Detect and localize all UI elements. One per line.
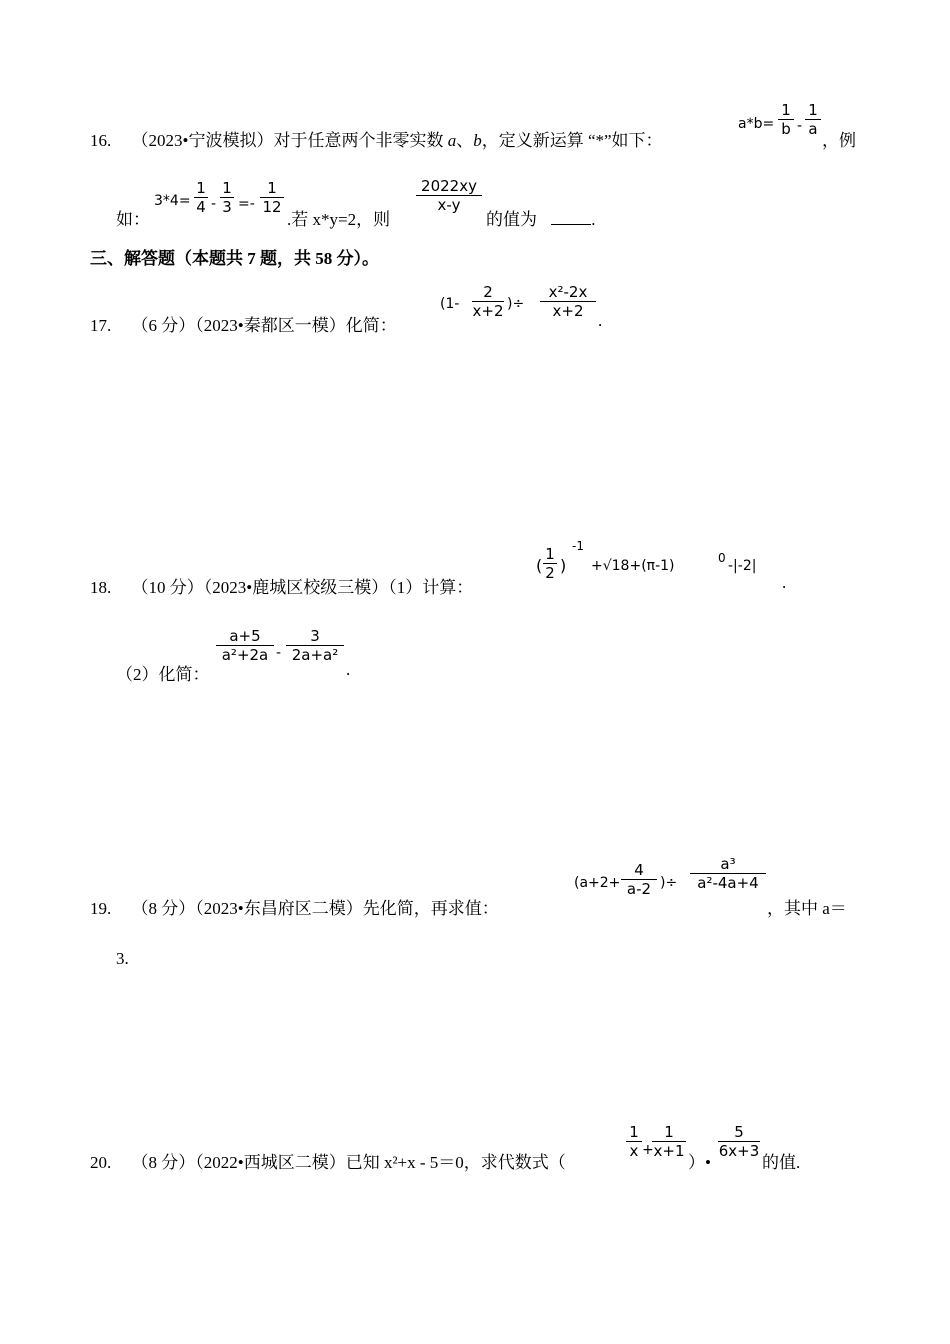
- q17-source: （2023•秦都区一模）化简：: [195, 316, 397, 335]
- q18-part2: （2）化简：: [116, 665, 210, 684]
- q16-ex-prefix: 如：: [116, 210, 150, 229]
- q16-var-b: b: [473, 131, 482, 150]
- q17-frac1: [472, 284, 504, 319]
- q18-paren-open: (: [536, 556, 543, 575]
- q16-def-frac2: [805, 102, 821, 137]
- q16-line1: [90, 126, 663, 151]
- q17-line: [90, 311, 397, 336]
- frac-den: 6x+3: [718, 1142, 760, 1160]
- frac-num: a³: [720, 855, 736, 873]
- q16-text3: ，例: [822, 131, 856, 150]
- frac-num: a+5: [229, 627, 261, 645]
- q19-source: （2023•东昌府区二模）先化简，再求值：: [195, 899, 499, 918]
- q17-end: .: [598, 311, 603, 330]
- q18-minus: -: [276, 645, 282, 661]
- q19-score: （8 分）: [131, 899, 196, 918]
- frac-den: a: [808, 120, 818, 138]
- q20-tail: 的值.: [762, 1153, 801, 1172]
- frac-num: 1: [545, 545, 555, 563]
- q17-paren-open: (1-: [440, 296, 460, 312]
- frac-num: 1: [196, 179, 206, 197]
- q16-sep: 、: [456, 131, 474, 150]
- q18-paren-close: ): [560, 556, 567, 575]
- frac-den: x+2: [552, 302, 584, 320]
- q19-line: [90, 894, 499, 919]
- q19-paren-open: (a+2+: [574, 875, 621, 891]
- frac-den: 4: [196, 198, 206, 216]
- q16-ex-frac1: [194, 180, 208, 215]
- frac-num: 1: [267, 179, 277, 197]
- q20-line: [90, 1148, 566, 1173]
- q19-frac2: [690, 856, 766, 891]
- q18-rest2: -|-2|: [728, 558, 757, 574]
- q18-frac: [543, 546, 557, 581]
- q16-source: （2023•宁波模拟）: [131, 131, 274, 150]
- q19-divide: )÷: [660, 875, 678, 891]
- section-title: 三、解答题（本题共 7 题，共 58 分）。: [90, 249, 379, 268]
- q18-exponent-0: 0: [718, 551, 726, 565]
- q19-number: 19.: [90, 899, 112, 918]
- frac-den: 3: [222, 198, 232, 216]
- q17-number: 17.: [90, 316, 112, 335]
- q20-number: 20.: [90, 1153, 112, 1172]
- q18-frac-g2: [286, 628, 344, 663]
- frac-den: x-y: [437, 196, 461, 214]
- q18-end: .: [782, 573, 787, 592]
- frac-den: 12: [262, 198, 282, 216]
- frac-den: b: [781, 120, 791, 138]
- frac-num: x²-2x: [548, 283, 588, 301]
- q16-var-a: a: [447, 131, 457, 150]
- q16-ex-eq: =-: [238, 196, 255, 212]
- frac-den: x: [629, 1142, 639, 1160]
- q19-value: 3.: [116, 949, 129, 968]
- frac-den: x+2: [472, 302, 504, 320]
- q16-ex-frac2: [220, 180, 234, 215]
- q18-end2: .: [346, 660, 351, 679]
- q19-tail: ，其中 a＝: [767, 899, 847, 918]
- q16-answer-blank[interactable]: [551, 210, 591, 225]
- q20-frac3: [718, 1124, 760, 1159]
- q16-tail: [486, 205, 596, 230]
- q18-line1: [90, 573, 473, 598]
- frac-den: 2: [545, 564, 555, 582]
- frac-num: 5: [734, 1123, 744, 1141]
- frac-num: 1: [781, 101, 791, 119]
- frac-den: 2a+a²: [291, 646, 339, 664]
- q16-number: 16.: [90, 131, 112, 150]
- q18-number: 18.: [90, 578, 112, 597]
- q16-text4: .若 x*y=2，则: [287, 210, 391, 229]
- frac-den: x+1: [653, 1142, 685, 1160]
- q16-text5: 的值为: [486, 210, 537, 229]
- q18-score: （10 分）: [131, 578, 204, 597]
- q20-plus: +: [642, 1142, 654, 1158]
- q16-def-frac1: [778, 102, 794, 137]
- q18-source: （2023•鹿城区校级三模）（1）计算：: [203, 578, 474, 597]
- q20-close: ）•: [688, 1153, 711, 1172]
- frac-num: 2022xy: [421, 177, 477, 195]
- frac-num: 4: [634, 861, 644, 879]
- q16-ex-minus: -: [211, 196, 217, 212]
- q16-end: .: [591, 210, 596, 229]
- q20-score: （8 分）: [131, 1153, 196, 1172]
- q20-frac1: [626, 1124, 642, 1159]
- frac-den: a-2: [626, 880, 652, 898]
- q18-rest: +√18+(π-1): [591, 558, 675, 574]
- frac-num: 2: [483, 283, 493, 301]
- q17-divide: )÷: [507, 296, 525, 312]
- q19-frac1: [621, 862, 657, 897]
- q16-def-minus: -: [797, 118, 803, 134]
- q17-frac2: [540, 284, 596, 319]
- frac-num: 1: [222, 179, 232, 197]
- q20-frac2: [652, 1124, 686, 1159]
- frac-num: 1: [664, 1123, 674, 1141]
- frac-num: 1: [629, 1123, 639, 1141]
- q16-ex-lhs: 3*4=: [154, 193, 191, 209]
- q18-exponent-neg1: -1: [572, 539, 584, 553]
- frac-den: a²+2a: [221, 646, 269, 664]
- q20-source: （2022•西城区二模）已知 x²+x - 5＝0，求代数式（: [195, 1153, 566, 1172]
- q16-def-lhs: a*b=: [738, 116, 775, 132]
- frac-num: 3: [310, 627, 320, 645]
- q16-text1: 对于任意两个非零实数: [273, 131, 444, 150]
- frac-num: 1: [808, 101, 818, 119]
- q18-frac-g1: [216, 628, 274, 663]
- q17-score: （6 分）: [131, 316, 196, 335]
- q16-text2: ，定义新运算 “*”如下：: [481, 131, 663, 150]
- frac-den: a²-4a+4: [697, 874, 759, 892]
- q16-question-frac: [416, 178, 482, 213]
- q16-ex-frac3: [260, 180, 284, 215]
